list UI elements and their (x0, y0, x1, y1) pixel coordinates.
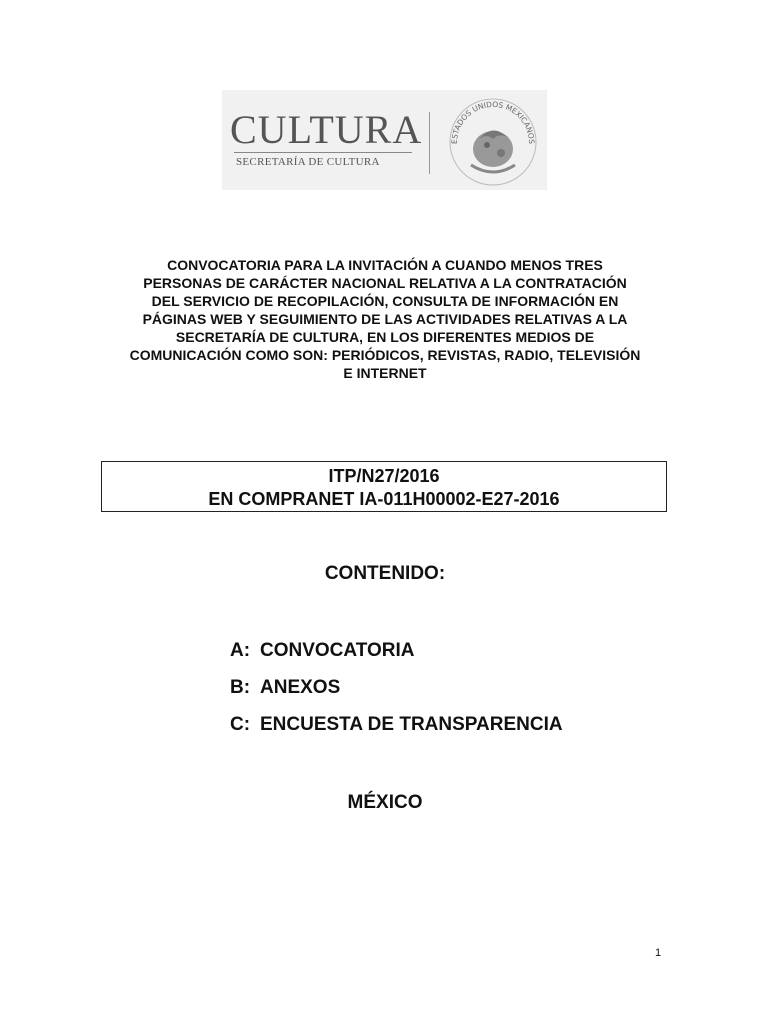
document-title (100, 256, 670, 382)
logo-underline (234, 152, 412, 153)
list-item-label: CONVOCATORIA (260, 640, 415, 661)
list-item-label: ANEXOS (260, 677, 341, 698)
place-label: MÉXICO (347, 792, 423, 813)
title-line: COMUNICACIÓN COMO SON: PERIÓDICOS, REVISTAS, RADIO, TELEVISIÓN (129, 347, 641, 363)
contents-heading: CONTENIDO: (324, 563, 446, 584)
reference-box (101, 461, 667, 512)
logo-subtitle: SECRETARÍA DE CULTURA (236, 156, 380, 168)
list-item-letter: A: (230, 640, 251, 661)
mexico-seal-icon (447, 93, 539, 187)
page-number: 1 (655, 947, 662, 959)
logo-wordmark: CULTURA (230, 107, 423, 152)
title-line: E INTERNET (343, 365, 427, 381)
contents-list (230, 640, 563, 751)
title-line: PERSONAS DE CARÁCTER NACIONAL RELATIVA A LA CONTRATACIÓN (143, 275, 627, 291)
compranet-code: EN COMPRANET IA-011H00002-E27-2016 (208, 489, 560, 509)
list-item-letter: B: (230, 677, 251, 698)
reference-code: ITP/N27/2016 (328, 466, 440, 486)
list-item (230, 640, 563, 677)
list-item-label: ENCUESTA DE TRANSPARENCIA (260, 714, 563, 735)
cultura-logo (222, 90, 547, 190)
title-line: SECRETARÍA DE CULTURA, EN LOS DIFERENTES MEDIOS DE (175, 329, 595, 345)
list-item (230, 677, 563, 714)
list-item-letter: C: (230, 714, 251, 735)
title-line: PÁGINAS WEB Y SEGUIMIENTO DE LAS ACTIVIDADES RELATIVAS A LA (142, 311, 628, 327)
list-item (230, 714, 563, 751)
title-line: DEL SERVICIO DE RECOPILACIÓN, CONSULTA DE INFORMACIÓN EN (151, 293, 619, 309)
title-line: CONVOCATORIA PARA LA INVITACIÓN A CUANDO MENOS TRES (167, 257, 603, 273)
seal-text: ESTADOS UNIDOS MEXICANOS (449, 99, 537, 145)
logo-divider (429, 112, 430, 174)
